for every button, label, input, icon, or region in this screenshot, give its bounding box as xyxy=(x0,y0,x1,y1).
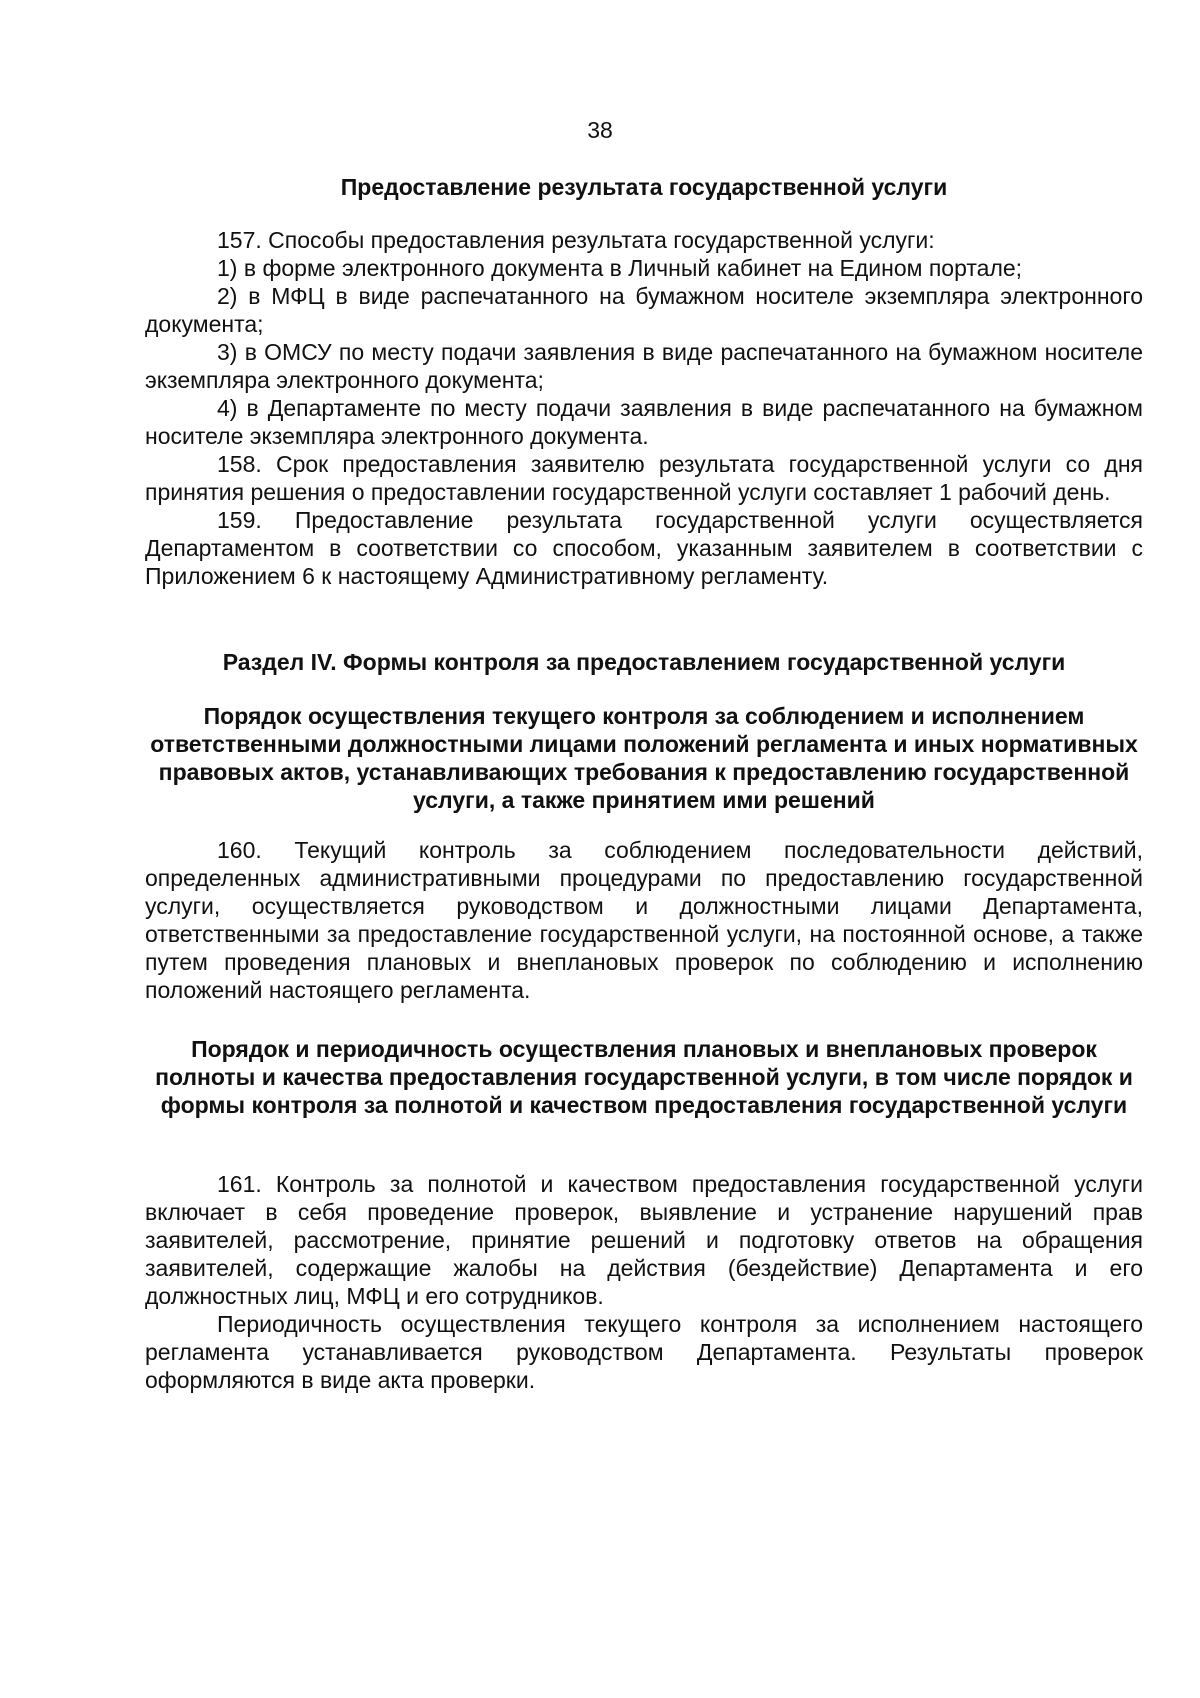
paragraph-161: 161. Контроль за полнотой и качеством предоставления государственной услуги включает в себя проведение проверок, выявление и устранение нарушений прав заявителей, рассмотрение, принятие решений и подготовку ответов на обращения заявителей, содержащие жалобы на действия (бездействие) Департамента и его должностных лиц, МФЦ и его сотрудников. xyxy=(145,1171,1143,1309)
paragraph-periodicity: Периодичность осуществления текущего контроля за исполнением настоящего регламента устанавливается руководством Департамента. Результаты проверок оформляются в виде акта проверки. xyxy=(145,1311,1143,1393)
page-number: 38 xyxy=(587,117,613,143)
paragraph-157: 157. Способы предоставления результата государственной услуги: xyxy=(217,227,935,253)
result-delivery-section xyxy=(145,226,1143,590)
inspections-section xyxy=(145,1170,1143,1394)
paragraph-157-item-1: 1) в форме электронного документа в Личный кабинет на Едином портале; xyxy=(217,255,1023,281)
paragraph-157-item-3: 3) в ОМСУ по месту подачи заявления в виде распечатанного на бумажном носителе экземпляра электронного документа; xyxy=(145,339,1143,393)
paragraph-159: 159. Предоставление результата государственной услуги осуществляется Департаментом в соответствии со способом, указанным заявителем в соответствии с Приложением 6 к настоящему Административному регламенту. xyxy=(145,507,1143,589)
current-control-section xyxy=(145,836,1143,1004)
heading-inspections: Порядок и периодичность осуществления плановых и внеплановых проверок полноты и качества предоставления государственной услуги, в том числе порядок и формы контроля за полнотой и качеством предоставления государственной услуги xyxy=(155,1036,1133,1118)
heading-result-delivery: Предоставление результата государственной услуги xyxy=(340,174,948,200)
paragraph-157-item-2: 2) в МФЦ в виде распечатанного на бумажном носителе экземпляра электронного документа; xyxy=(145,283,1143,337)
paragraph-160: 160. Текущий контроль за соблюдением последовательности действий, определенных административными процедурами по предоставлению государственной услуги, осуществляется руководством и должностными лицами Департамента, ответственными за предоставление государственной услуги, на постоянной основе, а также путем проведения плановых и внеплановых проверок по соблюдению и исполнению положений настоящего регламента. xyxy=(145,837,1143,1003)
paragraph-157-item-4: 4) в Департаменте по месту подачи заявления в виде распечатанного на бумажном носителе экземпляра электронного документа. xyxy=(145,395,1143,449)
heading-section-4: Раздел IV. Формы контроля за предоставлением государственной услуги xyxy=(222,649,1066,675)
paragraph-158: 158. Срок предоставления заявителю результата государственной услуги со дня принятия решения о предоставлении государственной услуги составляет 1 рабочий день. xyxy=(145,451,1143,505)
heading-current-control: Порядок осуществления текущего контроля за соблюдением и исполнением ответственными должностными лицами положений регламента и иных нормативных правовых актов, устанавливающих требования к предоставлению государственной услуги, а также принятием ими решений xyxy=(150,703,1138,813)
